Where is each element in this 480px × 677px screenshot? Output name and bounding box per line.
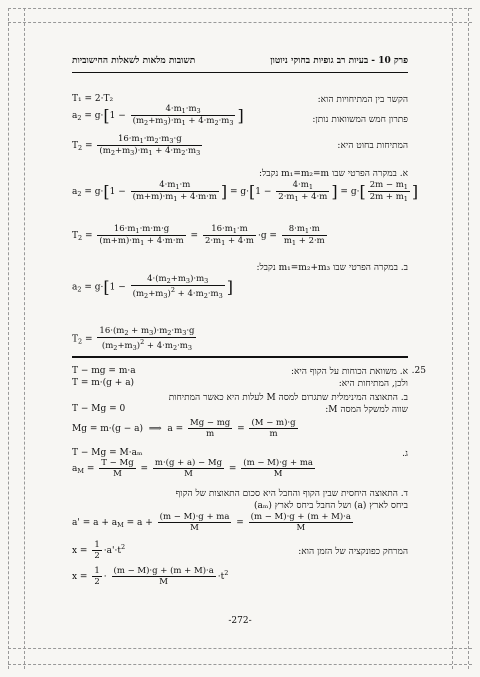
label-q25-d1: ד. התאוצה היחסית שבין הקוף והחבל היא סכום התאוצות של הקוף xyxy=(175,489,408,499)
eq-case-b-t2: $T_2$ = $\frac{16\cdot(m_2 + m_3)\cdot m_2\cdot m_3\cdot g}{(m_2+m_3)^2 + 4\cdot m_2\cdot m_3}$ xyxy=(72,326,195,352)
crop-line-left-inner xyxy=(24,8,25,669)
crop-line-bottom-inner xyxy=(8,648,472,649)
label-q25-b2: שווה למשקל המסה M: xyxy=(325,405,408,415)
eq-q25-mg: Mg = m·(g − a) ⟹ a = $\frac{Mg - mg}{m}$ = $\frac{(M - m)\cdot g}{m}$ xyxy=(72,418,296,439)
label-q25-d2: ביחס לארץ (a) ושל החבל ביחס לארץ (aₘ) xyxy=(253,501,408,511)
label-q25-a2: ולכן, המתיחות היא: xyxy=(338,379,408,389)
crop-line-bottom xyxy=(8,664,472,665)
page-header xyxy=(72,55,408,69)
page-number: -272- xyxy=(228,616,252,626)
eq-case-a-t2: $T_2$ = $\frac{16\cdot m_1\cdot m\cdot m\cdot g}{(m+m)\cdot m_1 + 4\cdot m\cdot m}$ = $\frac{16\cdot m_1\cdot m}{2\cdot m_1 + 4\cdot m}$ ·g = $\frac{8\cdot m_1\cdot m}{m_1 + 2\cdot m}$ xyxy=(72,224,325,247)
section-title: תשובות מלאות לשאלות החישוביות xyxy=(72,56,196,66)
eq-q25-x: x = $\frac{1}{2}$ $\cdot a'\cdot t^2$ xyxy=(72,540,126,561)
crop-line-right-inner xyxy=(452,8,453,669)
label-tension-relation: הקשר בין המתיחויות הוא: xyxy=(317,95,408,105)
section-separator xyxy=(72,356,408,358)
label-case-a: א. במקרה הפרטי שבו m₁=m₂=m נקבל: xyxy=(258,169,408,179)
eq-q25-g: T − Mg = M·aₘ xyxy=(72,448,143,458)
label-q25-b1: ב. התאוצה המינימלית שתגרום למסה M לעלות היא כאשר המתיחות xyxy=(168,393,408,403)
label-q25-a: א. משוואת הכוחות על הקוף היא: xyxy=(291,367,408,377)
chapter-title: פרק 10 - בעיות רב גופיות בחוקי ניוטון xyxy=(270,56,408,66)
crop-line-top xyxy=(8,8,472,9)
label-tension-wire: המתיחות בחוט היא: xyxy=(337,141,408,151)
eq-q25-arel: $a' = a + a_M = a$ + $\frac{(m - M)\cdot g + ma}{M}$ = $\frac{(m - M)\cdot g + (m + M)\cdot a}{M}$ xyxy=(72,512,351,533)
eq-a2: $a_2 = g\cdot[1$ − $\frac{4\cdot m_1\cdot m_3}{(m_2+m_3)\cdot m_1 + 4\cdot m_2\cdot m_3}$ ] xyxy=(72,104,244,127)
eq-t1-t2: T₁ = 2·T₂ xyxy=(72,94,114,104)
header-rule xyxy=(72,72,408,73)
eq-case-a-a2: $a_2 = g\cdot[1$ − $\frac{4\cdot m_1\cdot m}{(m+m)\cdot m_1 + 4\cdot m\cdot m}$ ] = g·[1 − $\frac{4\cdot m_1}{2\cdot m_1 + 4\cdot m}$ ] = g·[ $\frac{2m - m_1}{2m + m_1}$ ] xyxy=(72,180,419,203)
crop-line-left xyxy=(8,8,9,669)
eq-q25-a: T − mg = m·a xyxy=(72,366,136,376)
label-solution: פתרון חמש המשוואות נותן: xyxy=(312,115,408,125)
eq-t2: $T_2$ = $\frac{16\cdot m_1\cdot m_2\cdot m_3\cdot g}{(m_2+m_3)\cdot m_1 + 4\cdot m_2\cdot m_3}$ xyxy=(72,134,201,157)
question-number: .25 xyxy=(411,366,426,376)
eq-case-b-a2: $a_2 = g\cdot[1$ − $\frac{4\cdot(m_2+m_3)\cdot m_3}{(m_2+m_3)^2 + 4\cdot m_2\cdot m_3}$ ] xyxy=(72,274,233,300)
label-case-b: ב. במקרה הפרטי שבו m₁=m₂+m₃ נקבל: xyxy=(256,263,408,273)
eq-q25-a2: T = m·(g + a) xyxy=(72,378,135,388)
label-q25-g: ג. xyxy=(402,449,408,459)
label-q25-time: המרחק כפונקציה של הזמן הוא: xyxy=(298,547,408,557)
eq-q25-x-full: x = $\frac{1}{2}$ · $\frac{(m - M)\cdot g + (m + M)\cdot a}{M}$ $\cdot t^2$ xyxy=(72,566,229,587)
eq-q25-am: $a_M$ = $\frac{T - Mg}{M}$ = $\frac{m\cdot(g + a) - Mg}{M}$ = $\frac{(m - M)\cdot g + ma}{M}$ xyxy=(72,458,313,479)
crop-line-top-inner xyxy=(8,22,472,23)
crop-line-right xyxy=(468,8,469,669)
eq-q25-b: T − Mg = 0 xyxy=(72,404,126,414)
